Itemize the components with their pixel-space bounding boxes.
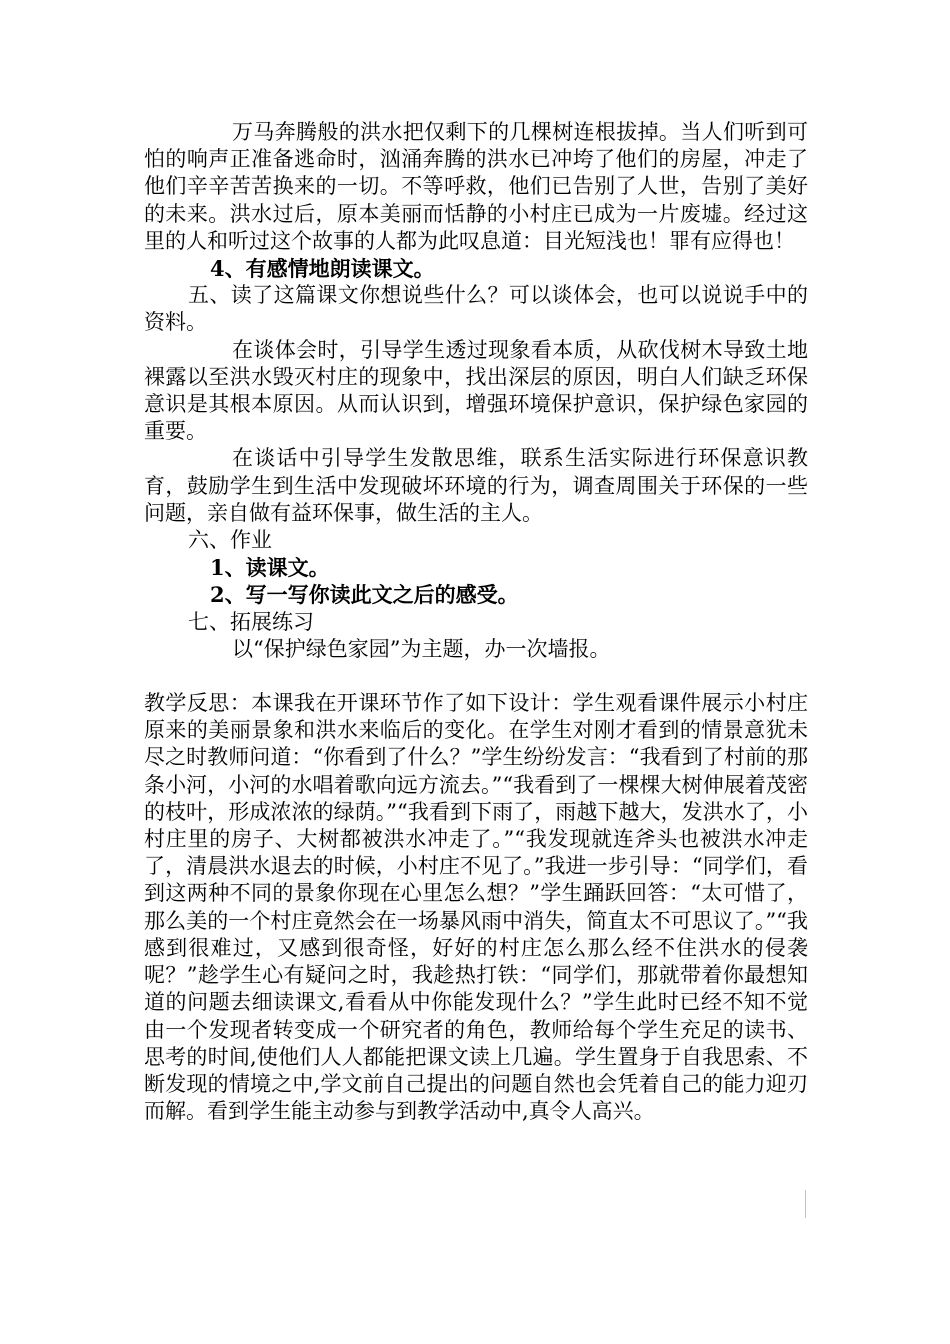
section-7-extension-heading: 七、拓展练习 [188,609,314,634]
section-6-homework-heading: 六、作业 [188,528,272,553]
margin-marker-line [805,1190,806,1218]
homework-item-1: 1、读课文。 [210,555,330,581]
flood-story-paragraph: 万马奔腾般的洪水把仅剩下的几棵树连根拔掉。当人们听到可怕的响声正准备逃命时，汹涌奔腾的洪水已冲垮了他们的房屋，冲走了他们辛辛苦苦换来的一切。不等呼救，他们已告别了人世，告别了美好的未来。洪水过后，原本美丽而恬静的小村庄已成为一片废墟。经过这里的人和听过这个故事的人都为此叹息道：目光短浅也！罪有应得也！ [144,120,808,253]
document-body [144,119,808,1125]
step-4-read-aloud: 4、有感情地朗读课文。 [210,256,435,282]
blank-line [144,663,808,690]
extension-task: 以“保护绿色家园”为主题，办一次墙报。 [232,636,611,661]
teaching-reflection-paragraph: 教学反思：本课我在开课环节作了如下设计：学生观看课件展示小村庄原来的美丽景象和洪水来临后的变化。在学生对刚才看到的情景意犹未尽之时教师问道：“你看到了什么？”学生纷纷发言：“我看到了村前的那条小河，小河的水唱着歌向远方流去。”“我看到了一棵棵大树伸展着茂密的枝叶，形成浓浓的绿荫。”“我看到下雨了，雨越下越大，发洪水了，小村庄里的房子、大树都被洪水冲走了。”“我发现就连斧头也被洪水冲走了，清晨洪水退去的时候，小村庄不见了。”我进一步引导：“同学们，看到这两种不同的景象你现在心里怎么想？”学生踊跃回答：“太可惜了，那么美的一个村庄竟然会在一场暴风雨中消失，简直太不可思议了。”“我感到很难过，又感到很奇怪，好好的村庄怎么那么经不住洪水的侵袭呢？”趁学生心有疑问之时，我趁热打铁：“同学们，那就带着你最想知道的问题去细读课文,看看从中你能发现什么？”学生此时已经不知不觉由一个发现者转变成一个研究者的角色，教师给每个学生充足的读书、思考的时间,使他们人人都能把课文读上几遍。学生置身于自我思索、不断发现的情境之中,学文前自己提出的问题自然也会凭着自己的能力迎刃而解。看到学生能主动参与到教学活动中,真令人高兴。 [144,691,808,1124]
guidance-paragraph-1: 在谈体会时，引导学生透过现象看本质，从砍伐树木导致土地裸露以至洪水毁灭村庄的现象中，找出深层的原因，明白人们缺乏环保意识是其根本原因。从而认识到，增强环境保护意识，保护绿色家园的重要。 [144,337,808,444]
homework-item-2: 2、写一写你读此文之后的感受。 [210,582,519,608]
section-5-heading: 五、读了这篇课文你想说些什么？可以谈体会，也可以说说手中的资料。 [144,283,808,335]
guidance-paragraph-2: 在谈话中引导学生发散思维，联系生活实际进行环保意识教育，鼓励学生到生活中发现破坏环境的行为，调查周围关于环保的一些问题，亲自做有益环保事，做生活的主人。 [144,446,808,525]
